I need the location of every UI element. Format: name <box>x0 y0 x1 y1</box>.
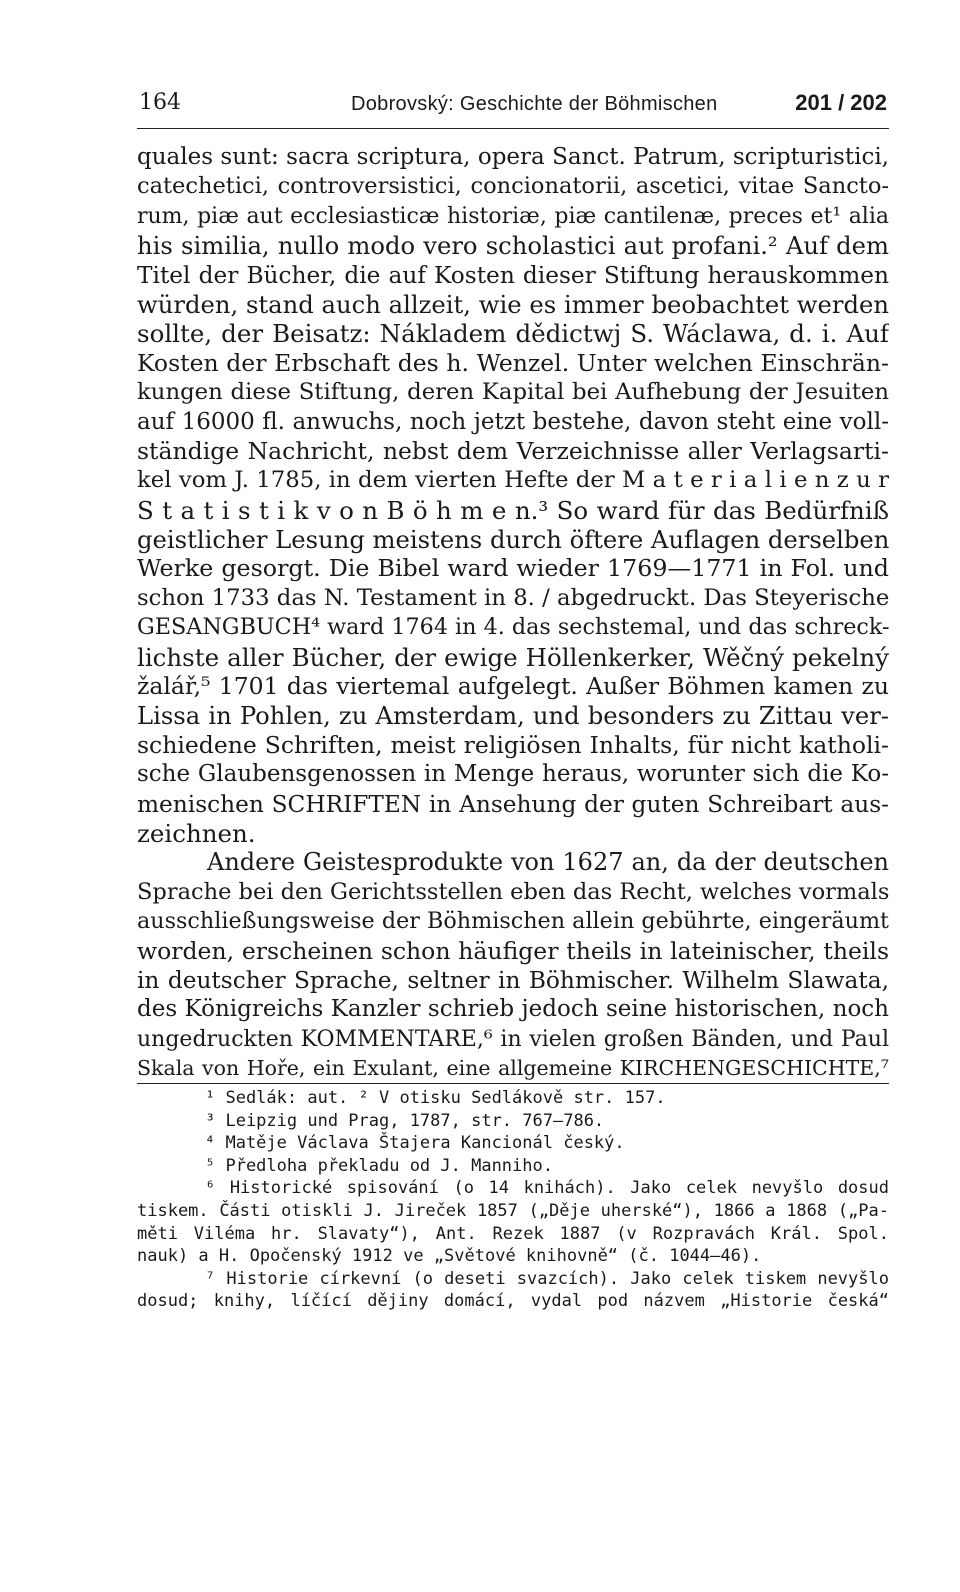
text-line: ungedruckten KOMMENTARE,⁶ in vielen großen Bänden, und Paul <box>137 1026 889 1052</box>
paragraph-start-line: Andere Geistesprodukte von 1627 an, da der deutschen <box>207 848 889 877</box>
footnote-line: ⁴ Matěje Václava Štajera Kancionál český. <box>205 1133 625 1154</box>
footnote-line: ⁵ Předloha překladu od J. Manniho. <box>205 1155 553 1176</box>
text-line: Sprache bei den Gerichtsstellen eben das Recht, welches vormals <box>137 878 889 905</box>
text-line: ständige Nachricht, nebst dem Verzeichnisse aller Verlagsarti- <box>137 436 889 465</box>
text-line: S t a t i s t i k v o n B ö h m e n.³ So ward für das Bedürfniß <box>137 495 889 525</box>
text-line: catechetici, controversistici, concionatorii, ascetici, vitae Sancto- <box>137 173 889 200</box>
text-line: Kosten der Erbschaft des h. Wenzel. Unter welchen Einschrän- <box>137 348 889 377</box>
original-page-reference: 201 / 202 <box>795 90 887 115</box>
text-line: GESANGBUCH⁴ ward 1764 in 4. das sechstemal, und das schreck- <box>137 614 889 641</box>
page-header <box>137 88 889 129</box>
text-line: worden, erscheinen schon häufiger theils in lateinischer, theils <box>137 936 889 965</box>
footnote-line: ¹ Sedlák: aut. ² V otisku Sedlákově str. 157. <box>205 1088 666 1108</box>
text-line: auf 16000 fl. anwuchs, noch jetzt bestehe, davon steht eine voll- <box>137 408 889 435</box>
text-line: des Königreichs Kanzler schrieb jedoch seine historischen, noch <box>137 996 889 1023</box>
text-line: Werke gesorgt. Die Bibel ward wieder 1769—1771 in Fol. und <box>137 554 889 583</box>
text-line: in deutscher Sprache, seltner in Böhmischer. Wilhelm Slawata, <box>137 966 889 994</box>
text-line: ausschließungsweise der Böhmischen allein gebührte, eingeräumt <box>137 908 889 935</box>
text-line: schon 1733 das N. Testament in 8. / abgedruckt. Das Steyerische <box>137 584 889 611</box>
text-line: Lissa in Pohlen, zu Amsterdam, und besonders zu Zittau ver- <box>137 701 889 731</box>
footnote-line: ⁷ Historie církevní (o deseti svazcích). Jako celek tiskem nevyšlo <box>205 1268 889 1289</box>
footnotes <box>137 1087 889 1313</box>
footnote-line: ⁶ Historické spisování (o 14 knihách). Jako celek nevyšlo dosud <box>205 1178 889 1199</box>
text-line: schiedene Schriften, meist religiösen Inhalts, für nicht katholi- <box>137 730 889 759</box>
text-line: quales sunt: sacra scriptura, opera Sanct. Patrum, scripturistici, <box>137 144 889 170</box>
text-line: žalář,⁵ 1701 das viertemal aufgelegt. Außer Böhmen kamen zu <box>137 672 889 701</box>
running-title: Dobrovský: Geschichte der Böhmischen <box>351 93 718 115</box>
text-line: zeichnen. <box>137 818 256 848</box>
text-line: Titel der Bücher, die auf Kosten dieser Stiftung herauskommen <box>137 261 889 289</box>
footnote-line: ³ Leipzig und Prag, 1787, str. 767—786. <box>205 1110 605 1131</box>
text-line: rum, piæ aut ecclesiasticæ historiæ, piæ cantilenæ, preces et¹ alia <box>137 203 889 229</box>
text-line: his similia, nullo modo vero scholastici aut profani.² Auf dem <box>137 231 889 261</box>
text-line: sollte, der Beisatz: Nákladem dědictwj S. Wáclawa, d. i. Auf <box>137 319 889 349</box>
footnote-line: dosud; knihy, líčící dějiny domácí, vydal pod názvem „Historie česká“ <box>137 1291 889 1312</box>
text-line: Skala von Hoře, ein Exulant, eine allgemeine KIRCHENGESCHICHTE,⁷ <box>137 1056 889 1081</box>
footnote-divider <box>137 1083 889 1084</box>
text-line: kel vom J. 1785, in dem vierten Hefte der M a t e r i a l i e n z u r <box>137 467 889 494</box>
page-number: 164 <box>139 90 181 115</box>
footnote-line: tiskem. Části otiskli J. Jireček 1857 („Děje uherské“), 1866 a 1868 („Pa- <box>137 1200 889 1221</box>
text-line: geistlicher Lesung meistens durch öftere Auflagen derselben <box>137 525 889 555</box>
main-text <box>137 143 889 1084</box>
text-line: sche Glaubensgenossen in Menge heraus, worunter sich die Ko- <box>137 761 889 788</box>
footnote-line: měti Viléma hr. Slavaty“), Ant. Rezek 1887 (v Rozpravách Král. Spol. <box>137 1223 889 1244</box>
text-line: würden, stand auch allzeit, wie es immer beobachtet werden <box>137 289 889 319</box>
text-line: kungen diese Stiftung, deren Kapital bei Aufhebung der Jesuiten <box>137 379 889 406</box>
text-line: lichste aller Bücher, der ewige Höllenkerker, Wěčný pekelný <box>137 642 889 672</box>
text-line: menischen SCHRIFTEN in Ansehung der guten Schreibart aus- <box>137 790 889 818</box>
footnote-line: nauk) a H. Opočenský 1912 ve „Světové knihovně“ (č. 1044—46). <box>137 1246 762 1267</box>
